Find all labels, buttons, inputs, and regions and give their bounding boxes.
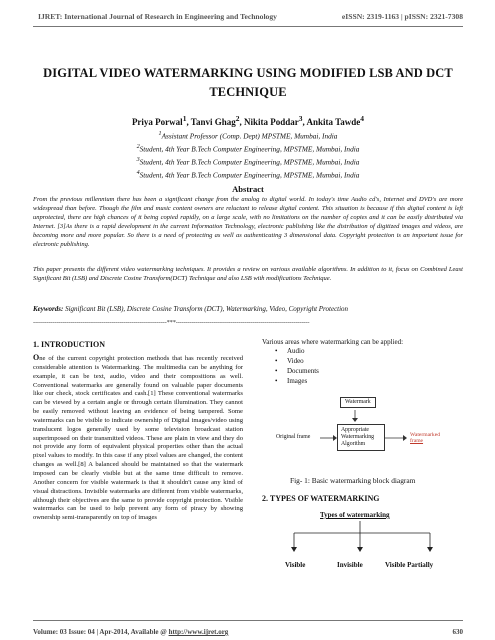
list-item: • Documents	[265, 366, 319, 376]
abstract-paragraph-2: This paper presents the different video watermarking techniques. It provides a review on various available algorithms. In addition to it, focus on Combined Least Significant Bit (LSB) and Discrete Cosine Transform(DCT) Technique and also LSB with modifications Technique.	[33, 266, 463, 283]
affiliation: $^1$Assistant Professor (Comp. Dept) MPSTME, Mumbai, India	[158, 131, 338, 141]
section-separator: --------------------------------------------------------------------***--------------------------------------------------------------------	[33, 319, 310, 326]
keywords	[33, 305, 463, 313]
arrowhead	[403, 435, 407, 441]
list-item: • Images	[265, 376, 319, 386]
watermark-box: Watermark	[340, 397, 376, 408]
arrowhead	[427, 547, 433, 552]
page-footer	[33, 628, 463, 636]
keywords-text: Significant Bit (LSB), Discrete Cosine Transform (DCT), Watermarking, Video, Copyright Protection	[65, 305, 349, 313]
header-rule	[33, 26, 463, 27]
abstract-heading: Abstract	[232, 184, 264, 194]
watermarked-frame-label: Watermarked frame	[410, 432, 440, 444]
areas-list	[265, 346, 319, 386]
section-2-heading: 2. TYPES OF WATERMARKING	[262, 494, 380, 503]
type-visible-partially: Visible Partially	[385, 561, 434, 569]
abstract-paragraph-1: From the previous millennium there has been a significant change from the analog to digital world. In today's time Audio cd's, Internet and DVD's are more widespread than before. Though the film and music content owners are reluctant to release digital content. This situation is because if this digital content is left unprotected, there are high chances of it being copied rapidly, on a large scale, with no limitations on the number of copies and it can be easily distributed via Internet. [3]As there is a rapid development in the current Information Technology, electronic publishing like the distribution of digitized images and videos, are becoming more and more popular. So there is a need of protecting as well as authenticating 3 dimensional data. Copyright protection is an important issue for electronic publishing.	[33, 196, 463, 249]
authors	[33, 114, 463, 127]
author: Tanvi Ghag$^2$,	[190, 114, 244, 127]
journal-name: IJRET: International Journal of Research in Engineering and Technology	[38, 12, 277, 21]
keywords-label: Keywords:	[33, 305, 64, 313]
types-tree-diagram	[280, 521, 460, 563]
affiliations	[33, 129, 463, 181]
original-frame-label: Original frame	[276, 434, 311, 440]
introduction-body: ne of the current copyright protection methods that has recently received considerable attention is Watermarking. The multimedia can be anything for example, it can be text, audio, video and their compositions as well. Conventional watermarks are generally found on valuable paper documents like our check, stock certificates and cash.[1] These conventional watermarks can be viewed by a certain angle or through certain illumination. They cannot be easily removed without leaving an evidence of being tampered. Some watermarks can be visible to indicate ownership of Digital images/video using translucent logos generally used by some television broadcast station superimposed on their transmitted videos. These are plain in view and they do not provide any form of equivalent physical properties other than the actual pixel values to modify. In this case if any pixel values are changed, the content changes as well.[8] A balanced should be maintained so that the watermark imposed can be clearly visible but at the same time difficult to remove. Another concern for visible watermark is that it shouldn't cause any kind of visual distractions. Invisible watermarks are different from visible watermarks, although their objectives are the same to provide copyright protection. Visible watermarks can be used to help prevent any form of piracy by showing ownership semi-transparently on top of images	[33, 355, 243, 522]
arrowhead	[291, 547, 297, 552]
type-visible: Visible	[285, 561, 306, 569]
figure-1-caption: Fig- 1: Basic watermarking block diagram	[290, 476, 416, 485]
footer-volume: Volume: 03 Issue: 04 | Apr-2014, Available @ http://www.ijret.org	[33, 628, 229, 636]
paper-title	[33, 64, 463, 102]
affiliation: $^2$Student, 4th Year B.Tech Computer Engineering, MPSTME, Mumbai, India	[136, 144, 360, 154]
algorithm-box: Appropriate Watermarking Algorithm	[337, 424, 385, 451]
list-item: • Video	[265, 356, 319, 366]
introduction-text	[33, 354, 243, 523]
types-diagram-title: Types of watermarking	[320, 511, 390, 519]
issn: eISSN: 2319-1163 | pISSN: 2321-7308	[341, 12, 463, 21]
footer-rule	[33, 620, 463, 621]
type-invisible: Invisible	[337, 561, 363, 569]
running-header	[38, 12, 463, 21]
section-1-heading: 1. INTRODUCTION	[33, 340, 106, 349]
arrowhead	[352, 418, 358, 422]
drop-cap: O	[33, 353, 40, 362]
title-line-2: TECHNIQUE	[209, 85, 287, 99]
author: Priya Porwal$^1$,	[131, 114, 191, 127]
areas-intro: Various areas where watermarking can be applied:	[262, 338, 404, 346]
journal-link[interactable]: http://www.ijret.org	[168, 628, 229, 636]
affiliation: $^4$Student, 4th Year B.Tech Computer Engineering, MPSTME, Mumbai, India	[136, 170, 360, 180]
affiliation: $^3$Student, 4th Year B.Tech Computer Engineering, MPSTME, Mumbai, India	[136, 157, 360, 167]
page-number: 630	[452, 628, 463, 636]
author: Nikita Poddar$^3$,	[243, 114, 307, 127]
title-line-1: DIGITAL VIDEO WATERMARKING USING MODIFIED LSB AND DCT	[43, 66, 453, 80]
arrowhead	[357, 547, 363, 552]
list-item: • Audio	[265, 346, 319, 356]
author: Ankita Tawde$^4$	[306, 114, 365, 127]
